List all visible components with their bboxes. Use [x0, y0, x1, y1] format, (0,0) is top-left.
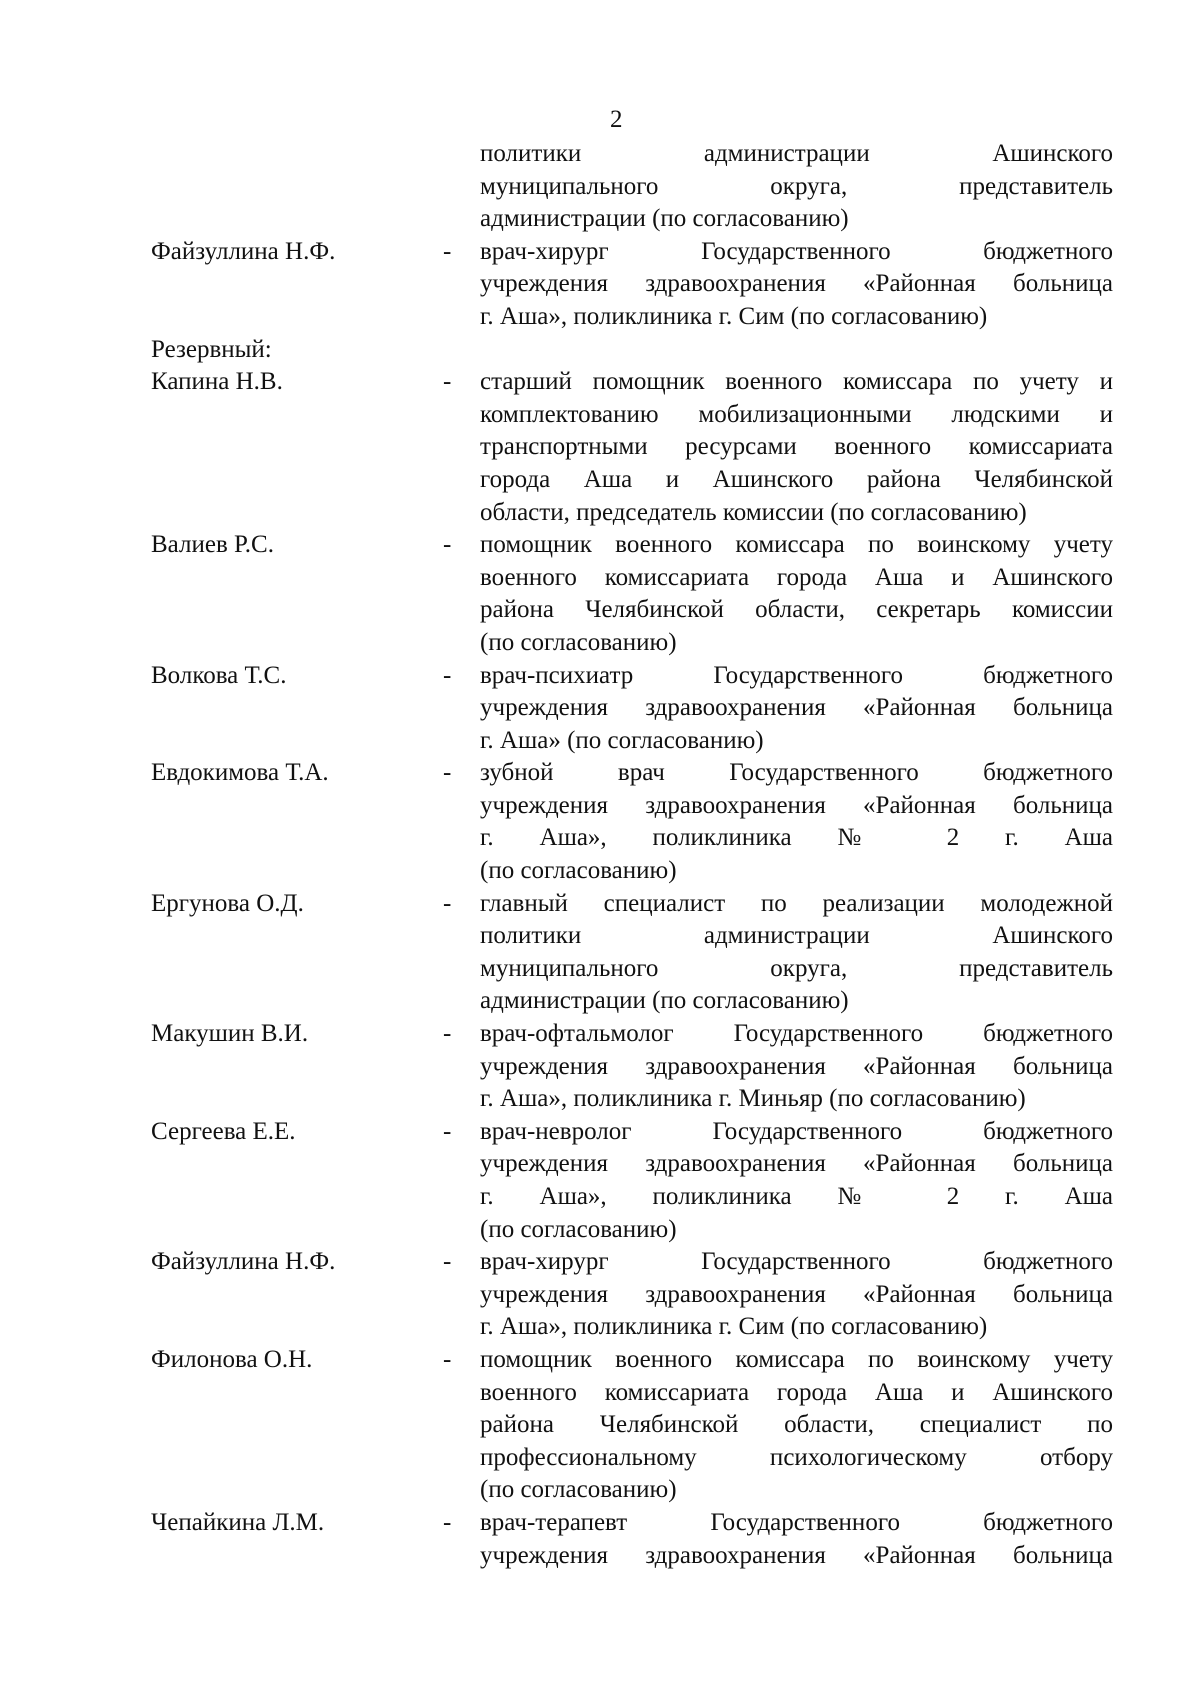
description-line: помощник военного комиссара по воинскому учету	[480, 531, 1113, 559]
description-line: врач-терапевт Государственного бюджетного	[480, 1508, 1113, 1536]
entry-dash: -	[443, 237, 452, 265]
description-line: (по согласованию)	[480, 628, 677, 656]
entry-description	[480, 236, 1113, 334]
member-entry	[0, 1116, 1200, 1246]
description-line: (по согласованию)	[480, 1476, 677, 1504]
entry-description	[480, 1116, 1113, 1246]
member-entry	[0, 366, 1200, 529]
entry-description	[480, 366, 1113, 529]
entry-dash: -	[443, 661, 452, 689]
member-name: Файзуллина Н.Ф.	[151, 1248, 336, 1276]
page-number: 2	[610, 106, 623, 133]
description-line: врач-психиатр Государственного бюджетного	[480, 661, 1113, 689]
member-entry	[0, 757, 1200, 887]
entry-description	[480, 660, 1113, 758]
entry-dash: -	[443, 1345, 452, 1373]
member-name: Чепайкина Л.М.	[151, 1508, 325, 1536]
description-line: учреждения здравоохранения «Районная больница	[480, 1052, 1113, 1080]
description-line: врач-хирург Государственного бюджетного	[480, 237, 1113, 265]
member-name: Евдокимова Т.А.	[151, 759, 329, 787]
description-line: политики администрации Ашинского	[480, 140, 1113, 167]
member-name: Филонова О.Н.	[151, 1345, 313, 1373]
entry-dash: -	[443, 531, 452, 559]
member-name: Валиев Р.С.	[151, 531, 274, 559]
description-line: г. Аша» (по согласованию)	[480, 726, 764, 754]
description-line: г. Аша», поликлиника г. Миньяр (по согласованию)	[480, 1085, 1026, 1113]
description-line: военного комиссариата города Аша и Ашинского	[480, 563, 1113, 591]
entry-description	[480, 1344, 1113, 1507]
member-entry	[0, 1246, 1200, 1344]
entry-dash: -	[443, 1508, 452, 1536]
description-line: политики администрации Ашинского	[480, 922, 1113, 950]
description-line: муниципального округа, представитель	[480, 172, 1113, 200]
entry-description	[480, 757, 1113, 887]
member-name: Макушин В.И.	[151, 1020, 309, 1048]
description-line: профессиональному психологическому отбору	[480, 1443, 1113, 1471]
description-line: учреждения здравоохранения «Районная больница	[480, 1150, 1113, 1178]
entry-dash: -	[443, 1248, 452, 1276]
member-name: Файзуллина Н.Ф.	[151, 237, 336, 265]
description-line: района Челябинской области, секретарь комиссии	[480, 596, 1113, 624]
description-line: комплектованию мобилизационными людскими и	[480, 400, 1113, 428]
entry-dash: -	[443, 368, 452, 396]
description-line: врач-хирург Государственного бюджетного	[480, 1248, 1113, 1276]
description-line: врач-невролог Государственного бюджетного	[480, 1117, 1113, 1145]
entry-dash: -	[443, 759, 452, 787]
member-name: Ергунова О.Д.	[151, 889, 304, 917]
description-line: г. Аша», поликлиника № 2 г. Аша	[480, 824, 1113, 852]
entry-description	[480, 1246, 1113, 1344]
entry-description	[480, 1018, 1113, 1116]
entry-dash: -	[443, 889, 452, 917]
description-line: врач-офтальмолог Государственного бюджетного	[480, 1020, 1113, 1048]
description-line: г. Аша», поликлиника № 2 г. Аша	[480, 1183, 1113, 1210]
description-line: (по согласованию)	[480, 857, 677, 885]
description-line: района Челябинской области, специалист по	[480, 1411, 1113, 1439]
description-line: военного комиссариата города Аша и Ашинского	[480, 1378, 1113, 1406]
description-line: города Аша и Ашинского района Челябинской	[480, 465, 1113, 493]
description-line: г. Аша», поликлиника г. Сим (по согласованию)	[480, 302, 988, 330]
description-line: области, председатель комиссии (по согласованию)	[480, 498, 1027, 526]
member-name: Сергеева Е.Е.	[151, 1117, 296, 1145]
description-line: администрации (по согласованию)	[480, 205, 849, 233]
description-line: помощник военного комиссара по воинскому учету	[480, 1345, 1113, 1373]
member-entry	[0, 888, 1200, 1018]
description-line: учреждения здравоохранения «Районная больница	[480, 270, 1113, 298]
description-line: г. Аша», поликлиника г. Сим (по согласованию)	[480, 1313, 988, 1341]
entry-description	[480, 1507, 1113, 1572]
entry-description	[480, 888, 1113, 1018]
description-line: главный специалист по реализации молодежной	[480, 889, 1113, 917]
entry-dash: -	[443, 1020, 452, 1048]
entry-description	[480, 138, 1113, 236]
description-line: (по согласованию)	[480, 1215, 677, 1243]
description-line: учреждения здравоохранения «Районная больница	[480, 1541, 1113, 1569]
description-line: учреждения здравоохранения «Районная больница	[480, 694, 1113, 722]
member-name: Волкова Т.С.	[151, 661, 287, 689]
member-name: Капина Н.В.	[151, 368, 283, 396]
reserve-section-label: Резервный:	[151, 335, 272, 363]
continuation-entry	[0, 138, 1200, 236]
member-entry	[0, 529, 1200, 659]
member-entry	[0, 1344, 1200, 1507]
member-entry	[0, 236, 1200, 334]
entry-dash: -	[443, 1117, 452, 1145]
description-line: учреждения здравоохранения «Районная больница	[480, 1280, 1113, 1308]
description-line: муниципального округа, представитель	[480, 954, 1113, 982]
member-entry	[0, 1018, 1200, 1116]
description-line: зубной врач Государственного бюджетного	[480, 759, 1113, 787]
member-list	[0, 138, 1200, 1572]
description-line: администрации (по согласованию)	[480, 987, 849, 1015]
description-line: транспортными ресурсами военного комиссариата	[480, 433, 1113, 461]
member-entry	[0, 660, 1200, 758]
member-entry	[0, 1507, 1200, 1572]
reserve-list	[0, 366, 1200, 1572]
description-line: учреждения здравоохранения «Районная больница	[480, 791, 1113, 819]
description-line: старший помощник военного комиссара по учету и	[480, 368, 1113, 396]
entry-description	[480, 529, 1113, 659]
